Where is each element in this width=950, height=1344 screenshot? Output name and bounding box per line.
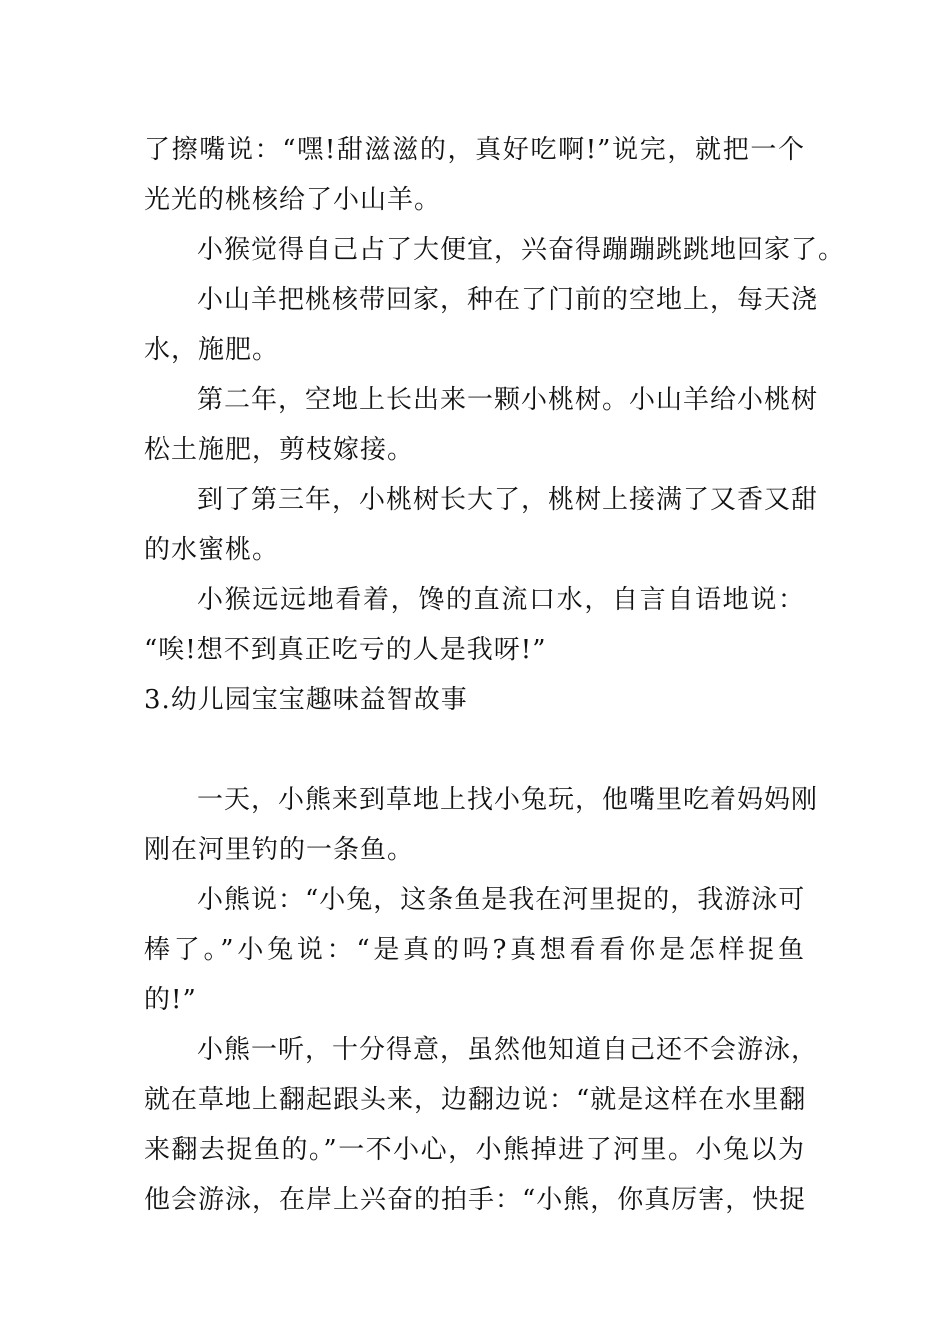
text-line: 松土施肥，剪枝嫁接。 <box>144 435 415 465</box>
text-line: 了擦嘴说：“嘿!甜滋滋的，真好吃啊!”说完，就把一个 <box>144 135 805 165</box>
text-line: 的水蜜桃。 <box>144 535 280 565</box>
text-line: 就在草地上翻起跟头来，边翻边说：“就是这样在水里翻 <box>144 1085 807 1115</box>
text-line: 光光的桃核给了小山羊。 <box>144 185 442 215</box>
text-line: 水，施肥。 <box>144 335 280 365</box>
text-line: 小熊一听，十分得意，虽然他知道自己还不会游泳， <box>197 1035 819 1065</box>
text-line: 一天，小熊来到草地上找小兔玩，他嘴里吃着妈妈刚 <box>197 785 819 815</box>
text-line: 的!” <box>144 985 197 1015</box>
text-line: 到了第三年，小桃树长大了，桃树上接满了又香又甜 <box>197 485 819 515</box>
text-line: 第二年，空地上长出来一颗小桃树。小山羊给小桃树 <box>197 385 819 415</box>
text-line: 小猴远远地看着，馋的直流口水，自言自语地说： <box>197 585 805 615</box>
text-line: 刚在河里钓的一条鱼。 <box>144 835 415 865</box>
text-line: 小熊说：“小兔，这条鱼是我在河里捉的，我游泳可 <box>197 885 806 915</box>
text-line: 他会游泳，在岸上兴奋的拍手：“小熊，你真厉害，快捉 <box>144 1185 807 1215</box>
text-line: 来翻去捉鱼的。”一不小心，小熊掉进了河里。小兔以为 <box>144 1135 805 1165</box>
text-line: 小山羊把桃核带回家，种在了门前的空地上，每天浇 <box>197 285 819 315</box>
text-line: 棒了。”小兔说：“是真的吗?真想看看你是怎样捉鱼 <box>144 935 805 965</box>
section-heading: 3.幼儿园宝宝趣味益智故事 <box>144 685 468 715</box>
text-line: “唉!想不到真正吃亏的人是我呀!” <box>144 635 547 665</box>
text-line: 小猴觉得自己占了大便宜，兴奋得蹦蹦跳跳地回家了。 <box>197 235 846 265</box>
